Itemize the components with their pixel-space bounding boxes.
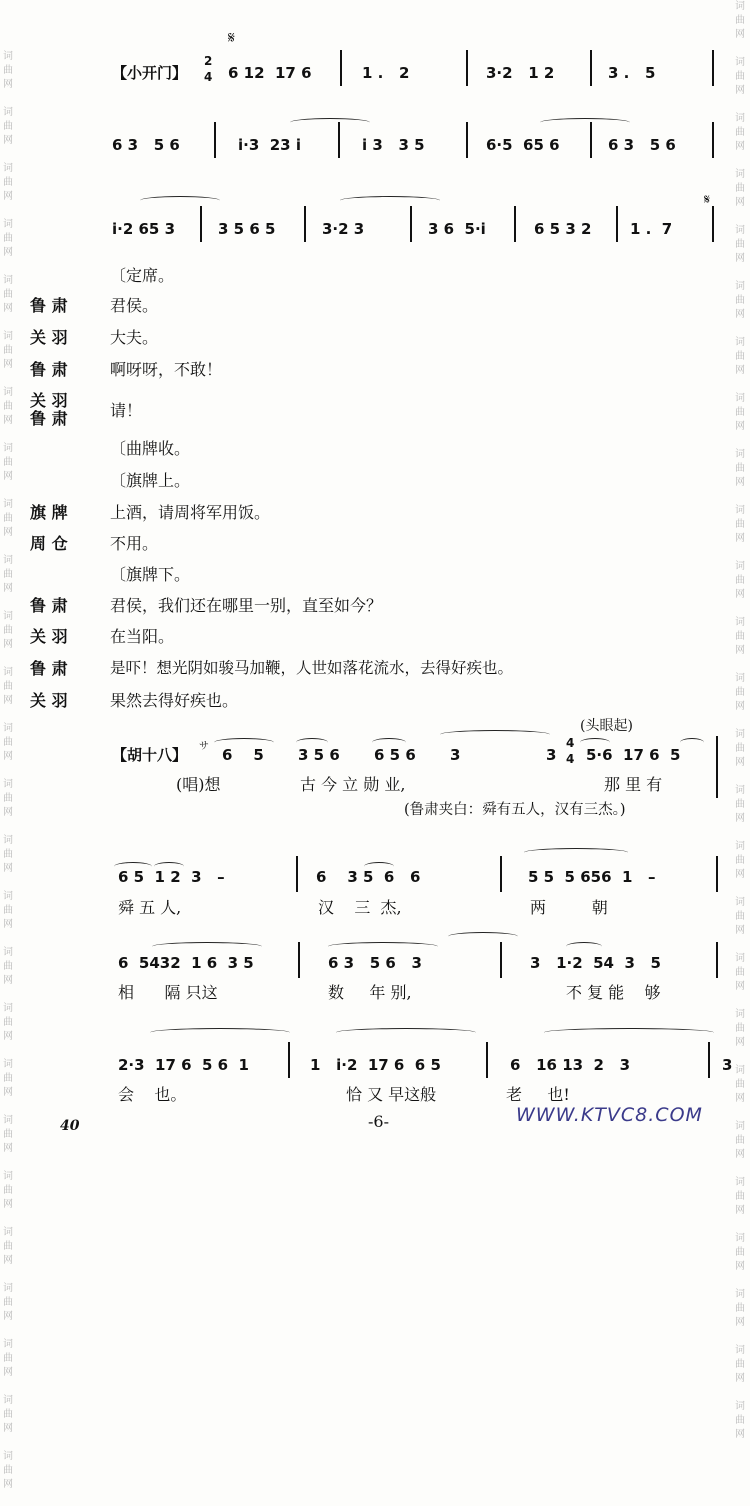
measure: 6 12 17 6 bbox=[228, 64, 312, 82]
slur bbox=[328, 942, 438, 951]
slur bbox=[448, 932, 518, 941]
measure: 1 . 7 bbox=[630, 220, 673, 238]
barline bbox=[410, 206, 412, 242]
barline bbox=[716, 942, 718, 978]
lyric-line: 会 也。 bbox=[118, 1085, 187, 1104]
barline bbox=[200, 206, 202, 242]
measure: 6 5 1 2 3 – bbox=[118, 868, 225, 886]
barline bbox=[304, 206, 306, 242]
measure: 6 5 bbox=[222, 746, 264, 764]
speaker-name: 鲁 肃 bbox=[30, 659, 68, 678]
barline bbox=[486, 1042, 488, 1078]
measure: 6 5 6 bbox=[374, 746, 416, 764]
barline bbox=[712, 206, 714, 242]
dialogue-line: 不用。 bbox=[110, 534, 159, 553]
barline bbox=[500, 942, 502, 978]
slur bbox=[152, 942, 262, 951]
barline bbox=[616, 206, 618, 242]
time-sig-top: 4 bbox=[566, 736, 575, 750]
page-number-left: 40 bbox=[60, 1118, 80, 1134]
lyric-line: 数 年 别, bbox=[328, 983, 412, 1002]
page-number-center: -6- bbox=[368, 1112, 389, 1131]
measure: i·2 65 3 bbox=[112, 220, 176, 238]
measure: 3·2 3 bbox=[322, 220, 365, 238]
barline bbox=[340, 50, 342, 86]
barline bbox=[500, 856, 502, 892]
measure: 3·2 1 2 bbox=[486, 64, 555, 82]
measure: 6 3 5 6 bbox=[112, 136, 180, 154]
slur bbox=[336, 1028, 476, 1037]
lyric-line: 恰 又 早这般 bbox=[346, 1085, 437, 1104]
stage-direction: 〔旗牌上。 bbox=[110, 471, 191, 490]
measure: 6 5432 1 6 3 5 bbox=[118, 954, 254, 972]
measure: 6 16 13 2 3 bbox=[510, 1056, 631, 1074]
speaker-name: 周 仓 bbox=[30, 534, 68, 553]
tune-label-xiaokaimen: 【小开门】 bbox=[112, 64, 188, 82]
dialogue-line: 在当阳。 bbox=[110, 627, 175, 646]
dialogue-line: 是吓！想光阴如骏马加鞭，人世如落花流水，去得好疾也。 bbox=[110, 659, 514, 677]
watermark-right: 词 曲 网 词 曲 网 词 曲 网 词 曲 网 词 曲 网 词 曲 网 词 曲 网 词 曲 网 词 曲 网 词 曲 网 词 曲 网 词 曲 网 词 曲 网 词 曲 网 词 曲 网 词 曲 网 词 曲 网 词 曲 网 词 曲 网 词 曲 网 词 曲 网 词 曲 网 词 曲 网 词 曲 网 词 曲 网 词 曲 网 bbox=[735, 1, 745, 1440]
slur bbox=[150, 1028, 290, 1037]
lyric-line: 相 隔 只这 bbox=[118, 983, 218, 1002]
note-start-label: (头眼起) bbox=[580, 718, 633, 734]
speaker-name: 旗 牌 bbox=[30, 503, 68, 522]
lyric-line: 舜 五 人, bbox=[118, 898, 182, 917]
lyric-line: 汉 三 杰, bbox=[318, 898, 402, 917]
slur bbox=[290, 118, 370, 127]
measure: 3 1·2 54 3 5 bbox=[530, 954, 661, 972]
measure: 6 3 5 6 6 bbox=[316, 868, 421, 886]
stage-direction: 〔旗牌下。 bbox=[110, 565, 191, 584]
barline bbox=[298, 942, 300, 978]
lyric-line: 古 今 立 勋 业, bbox=[300, 775, 406, 794]
measure: 1 . 2 bbox=[362, 64, 410, 82]
measure: 3 5 6 5 bbox=[218, 220, 276, 238]
lyric-line: 两 朝 bbox=[530, 898, 608, 917]
barline bbox=[712, 122, 714, 158]
dialogue-line: 大夫。 bbox=[110, 328, 159, 347]
barline bbox=[288, 1042, 290, 1078]
measure: 5·6 17 6 5 bbox=[586, 746, 681, 764]
slur bbox=[140, 196, 220, 205]
speaker-name: 关 羽 bbox=[30, 328, 68, 347]
speaker-name: 鲁 肃 bbox=[30, 596, 68, 615]
measure: 6 5 3 2 bbox=[534, 220, 592, 238]
measure: 3 5 6 bbox=[298, 746, 340, 764]
slur bbox=[544, 1028, 714, 1037]
speaker-name: 关 羽 bbox=[30, 391, 68, 410]
barline bbox=[708, 1042, 710, 1078]
slur bbox=[340, 196, 440, 205]
stage-direction: 〔曲牌收。 bbox=[110, 439, 191, 458]
barline bbox=[590, 50, 592, 86]
measure: 3 6 5·i bbox=[428, 220, 486, 238]
barline bbox=[466, 50, 468, 86]
tune-label-hushiba: 【胡十八】 bbox=[112, 746, 188, 764]
barline bbox=[590, 122, 592, 158]
lyric-line: (唱)想 bbox=[176, 775, 221, 794]
time-sig-bottom: 4 bbox=[204, 70, 213, 84]
measure: 2·3 17 6 5 6 1 bbox=[118, 1056, 249, 1074]
slur bbox=[540, 118, 630, 127]
lyric-line: 不 复 能 够 bbox=[566, 983, 661, 1002]
time-sig-bottom: 4 bbox=[566, 752, 575, 766]
free-meter-sign: サ bbox=[199, 741, 209, 752]
speaker-name: 鲁 肃 bbox=[30, 409, 68, 428]
barline bbox=[716, 856, 718, 892]
barline bbox=[514, 206, 516, 242]
barline bbox=[296, 856, 298, 892]
dialogue-line: 请！ bbox=[110, 401, 143, 420]
barline bbox=[712, 50, 714, 86]
barline bbox=[214, 122, 216, 158]
segno-sign: 𝄋 bbox=[228, 28, 235, 47]
measure: 3 . 5 bbox=[608, 64, 656, 82]
aside-line: (鲁肃夹白：舜有五人，汉有三杰。) bbox=[404, 802, 626, 818]
dialogue-line: 上酒，请周将军用饭。 bbox=[110, 503, 271, 522]
speaker-name: 鲁 肃 bbox=[30, 360, 68, 379]
dialogue-line: 果然去得好疾也。 bbox=[110, 691, 239, 710]
site-logo: WWW.KTVC8.COM bbox=[516, 1104, 703, 1126]
segno-sign: 𝄋 bbox=[704, 192, 711, 208]
stage-direction: 〔定席。 bbox=[110, 266, 175, 285]
dialogue-line: 啊呀呀，不敢！ bbox=[110, 360, 223, 379]
measure: 5 5 5 656 1 – bbox=[528, 868, 656, 886]
measure: 1 i·2 17 6 6 5 bbox=[310, 1056, 441, 1074]
measure: 3 bbox=[722, 1056, 733, 1074]
lyric-line: 那 里 有 bbox=[604, 775, 663, 794]
speaker-name: 关 羽 bbox=[30, 627, 68, 646]
speaker-name: 关 羽 bbox=[30, 691, 68, 710]
dialogue-line: 君侯，我们还在哪里一别，直至如今？ bbox=[110, 596, 383, 615]
speaker-name: 鲁 肃 bbox=[30, 296, 68, 315]
barline bbox=[466, 122, 468, 158]
measure: i·3 23 i bbox=[238, 136, 301, 154]
slur bbox=[524, 848, 628, 857]
lyric-line: 老 也! bbox=[506, 1085, 570, 1104]
watermark-left: 词 曲 网 词 曲 网 词 曲 网 词 曲 网 词 曲 网 词 曲 网 词 曲 网 词 曲 网 词 曲 网 词 曲 网 词 曲 网 词 曲 网 词 曲 网 词 曲 网 词 曲 网 词 曲 网 词 曲 网 词 曲 网 词 曲 网 词 曲 网 词 曲 网 词 曲 网 词 曲 网 词 曲 网 词 曲 网 词 曲 网 bbox=[3, 51, 13, 1490]
measure: i 3 3 5 bbox=[362, 136, 425, 154]
measure: 6 3 5 6 3 bbox=[328, 954, 422, 972]
dialogue-line: 君侯。 bbox=[110, 296, 159, 315]
measure: 3 bbox=[450, 746, 461, 764]
time-sig-top: 2 bbox=[204, 54, 213, 68]
measure: 6 3 5 6 bbox=[608, 136, 676, 154]
slur bbox=[680, 738, 704, 747]
barline bbox=[716, 736, 718, 798]
measure: 3 bbox=[546, 746, 557, 764]
barline bbox=[338, 122, 340, 158]
measure: 6·5 65 6 bbox=[486, 136, 560, 154]
slur bbox=[440, 730, 550, 739]
slur bbox=[566, 942, 602, 951]
